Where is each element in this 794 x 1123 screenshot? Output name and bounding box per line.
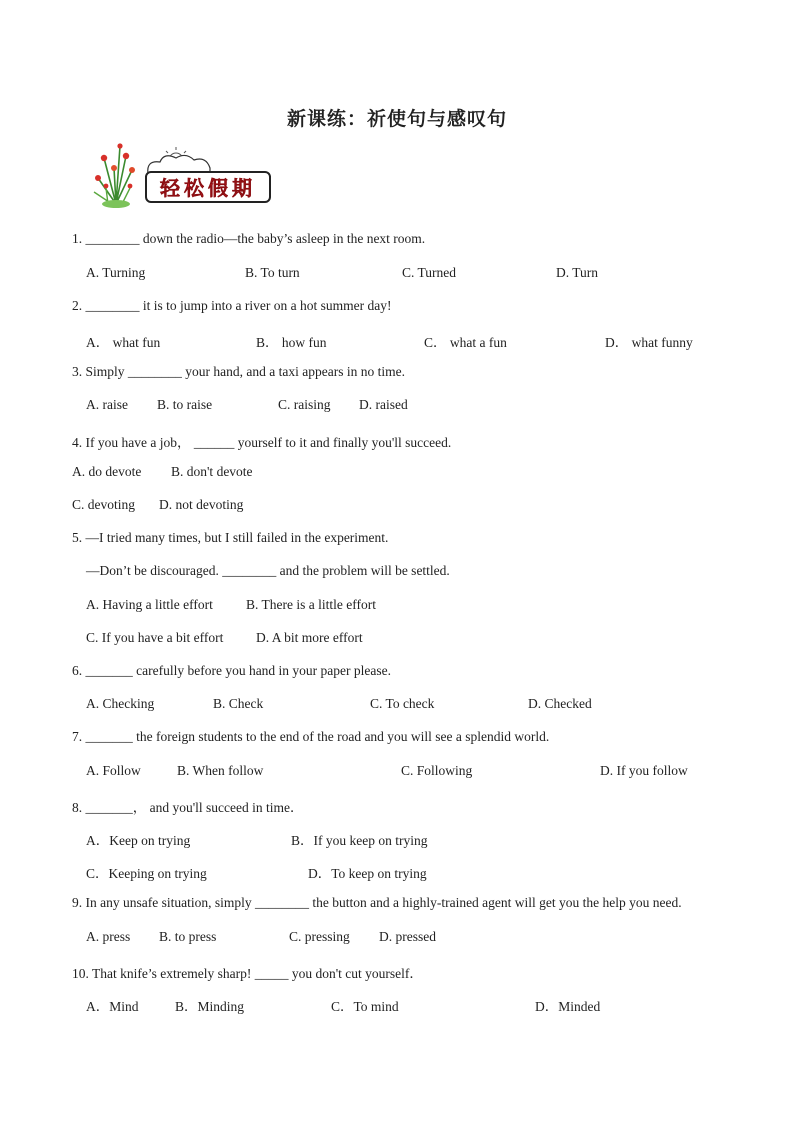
option-b[interactable]: B. To turn bbox=[245, 265, 300, 280]
option-c[interactable]: C. raising bbox=[278, 397, 331, 412]
option-a[interactable]: A． what fun bbox=[86, 335, 161, 350]
option-d[interactable]: D．Minded bbox=[535, 999, 601, 1014]
flower-icon bbox=[94, 143, 135, 208]
option-d[interactable]: D． what funny bbox=[605, 335, 693, 350]
option-a[interactable]: A. Checking bbox=[86, 696, 155, 711]
option-d[interactable]: D. Checked bbox=[528, 696, 592, 711]
holiday-banner bbox=[86, 138, 276, 210]
question-7-stem: 7. _______ the foreign students to the end of the road and you will see a splendid world. bbox=[72, 729, 550, 744]
question-10-stem: 10. That knife’s extremely sharp! _____ you don't cut yourself． bbox=[72, 966, 423, 981]
option-d[interactable]: D．To keep on trying bbox=[308, 866, 427, 881]
option-d[interactable]: D. Turn bbox=[556, 265, 599, 280]
option-c[interactable]: C．To mind bbox=[331, 999, 399, 1014]
banner-text: 轻松假期 bbox=[160, 176, 256, 200]
question-6-stem: 6. _______ carefully before you hand in your paper please. bbox=[72, 663, 392, 678]
question-1-stem: 1. ________ down the radio—the baby’s asleep in the next room. bbox=[72, 231, 426, 246]
option-b[interactable]: B. to press bbox=[159, 929, 217, 944]
option-c[interactable]: C. To check bbox=[370, 696, 435, 711]
option-b[interactable]: B. There is a little effort bbox=[246, 597, 376, 612]
option-c[interactable]: C. devoting bbox=[72, 497, 135, 512]
option-c[interactable]: C．Keeping on trying bbox=[86, 866, 207, 881]
option-a[interactable]: A. Follow bbox=[86, 763, 141, 778]
option-a[interactable]: A．Mind bbox=[86, 999, 139, 1014]
option-c[interactable]: C． what a fun bbox=[424, 335, 507, 350]
question-8-stem: 8. _______， and you'll succeed in time． bbox=[72, 800, 304, 815]
option-a[interactable]: A. raise bbox=[86, 397, 128, 412]
option-b[interactable]: B．Minding bbox=[175, 999, 245, 1014]
option-b[interactable]: B． how fun bbox=[256, 335, 327, 350]
question-2-stem: 2. ________ it is to jump into a river on a hot summer day! bbox=[72, 298, 392, 313]
option-b[interactable]: B. to raise bbox=[157, 397, 213, 412]
option-a[interactable]: A. do devote bbox=[72, 464, 142, 479]
option-d[interactable]: D. not devoting bbox=[159, 497, 244, 512]
question-5-stem-reply: —Don’t be discouraged. ________ and the problem will be settled. bbox=[86, 563, 450, 578]
question-4-stem: 4. If you have a job， ______ yourself to it and finally you'll succeed. bbox=[72, 435, 452, 450]
option-c[interactable]: C. Following bbox=[401, 763, 473, 778]
option-b[interactable]: B. When follow bbox=[177, 763, 264, 778]
option-a[interactable]: A．Keep on trying bbox=[86, 833, 191, 848]
option-d[interactable]: D. If you follow bbox=[600, 763, 688, 778]
question-5-stem: 5. —I tried many times, but I still failed in the experiment. bbox=[72, 530, 389, 545]
option-c[interactable]: C. If you have a bit effort bbox=[86, 630, 224, 645]
question-3-stem: 3. Simply ________ your hand, and a taxi appears in no time. bbox=[72, 364, 405, 379]
page-title: 新课练：祈使句与感叹句 bbox=[286, 108, 507, 130]
option-a[interactable]: A. Turning bbox=[86, 265, 146, 280]
option-d[interactable]: D. A bit more effort bbox=[256, 630, 363, 645]
option-d[interactable]: D. pressed bbox=[379, 929, 436, 944]
option-b[interactable]: B．If you keep on trying bbox=[291, 833, 428, 848]
option-c[interactable]: C. Turned bbox=[402, 265, 457, 280]
option-a[interactable]: A. Having a little effort bbox=[86, 597, 213, 612]
option-b[interactable]: B. don't devote bbox=[171, 464, 253, 479]
question-9-stem: 9. In any unsafe situation, simply ________ the button and a highly-trained agent will get you the help you need. bbox=[72, 895, 682, 910]
option-c[interactable]: C. pressing bbox=[289, 929, 350, 944]
option-a[interactable]: A. press bbox=[86, 929, 131, 944]
option-b[interactable]: B. Check bbox=[213, 696, 264, 711]
sun-cloud-icon bbox=[148, 147, 210, 174]
option-d[interactable]: D. raised bbox=[359, 397, 408, 412]
